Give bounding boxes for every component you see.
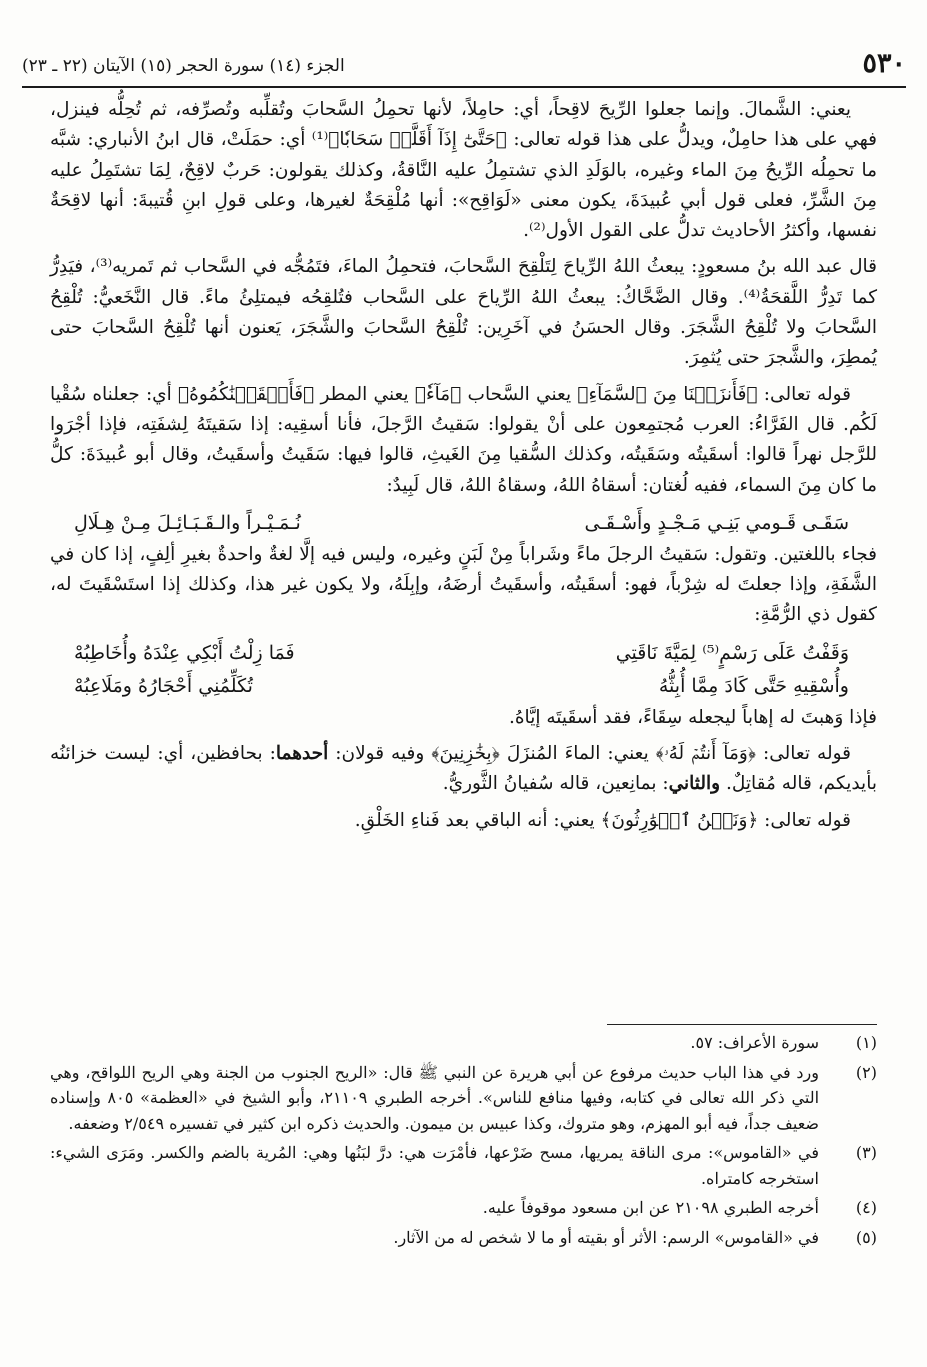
bold-term: أحدهما	[275, 743, 329, 765]
verse-first-hemistich: وَقَفْتُ عَلَى رَسْمٍ⁽⁵⁾ لِمَيَّةَ نَاقَتِي	[615, 641, 849, 664]
verse-first-hemistich: وأُسْقِيهِ حَتَّى كَادَ مِمَّا أُبِثُّهُ	[658, 674, 849, 697]
verse-second-hemistich: نُـمَـيْـراً والـقَـبَـائِـلَ مِـنْ هِـلَالِ	[74, 511, 301, 534]
footnote-number: (٤)	[855, 1198, 877, 1217]
bold-term: والثاني	[668, 773, 721, 795]
text-run: : بمانِعين، قاله سُفيانُ الثَّوريُّ.	[442, 773, 669, 795]
paragraph: قوله تعالى: ﴿وَنَحۡنُ ٱلۡوَٰرِثُونَ﴾ يعني: أنه الباقي بعد فَناءِ الخَلْقِ.	[354, 809, 851, 831]
paragraph: فإذا وَهبتَ له إهاباً ليجعله سِقَاءً، فقد أسقَيتَه إيَّاهُ.	[508, 706, 877, 728]
footnotes	[50, 1030, 877, 1254]
text-run: قوله تعالى: ﴿وَمَآ أَنتُمۡ لَهُۥ﴾ يعني: الماءَ المُنزَلَ ﴿بِخَٰزِنِينَ﴾ وفيه قولان:	[328, 743, 851, 765]
verse-first-hemistich: سَقَـى قَـومي بَنِـي مَـجْـدٍ وأَسْـقَـى	[584, 511, 849, 534]
footnote-number: (٥)	[855, 1227, 877, 1247]
footnote-text: أخرجه الطبري ٢١٠٩٨ عن ابن مسعود موقوفاً عليه.	[482, 1198, 819, 1217]
poetry-verse	[50, 637, 877, 670]
header-rule	[22, 86, 906, 88]
paragraph: قال عبد الله بنُ مسعودٍ: يبعثُ اللهُ الرِّياحَ لِتَلْقِحَ السَّحابَ، فتحمِلُ الماءَ، فتَمُجُّه في السَّحاب ثم تَمريه⁽³⁾، فيَدِرُّ كما تَدِرُّ اللَّقحَةُ⁽⁴⁾. وقال الضَّحَّاكُ: يبعثُ اللهُ الرِّياحَ على السَّحاب فتُلقِحُه فيمتلِئُ ماءً. قال النَّخَعيُّ: تُلْقِحُ السَّحابَ ولا تُلْقِحُ الشَّجَرَ. وقال الحسَنُ في آخَرِين: تُلْقِحُ السَّحابَ والشَّجَرَ، يَعنون أنها تُلْقِحُ السَّحابَ حتى يُمطِرَ، والشَّجرَ حتى يُثمِرَ.	[50, 256, 878, 369]
footnote	[50, 1060, 877, 1137]
text-run: : بحافظين، أي: ليست خزائنُه بأيديكم، قاله مُقاتِلٌ.	[50, 743, 877, 795]
footnote-number: (٣)	[855, 1143, 877, 1162]
footnote-rule	[607, 1024, 877, 1025]
paragraph: يعني: الشَّمالَ. وإنما جعلوا الرِّيحَ لاقِحاً، أي: حامِلاً، لأنها تحمِلُ السَّحابَ وتُقلِّبه وتُصرِّفه، ثم تُحِلُّه فينزل، فهي على هذا حامِلٌ، ويدلُّ على هذا قوله تعالى: ﴿حَتَّىٰٓ إِذَآ أَقَلَّتۡ سَحَابٗا﴾⁽¹⁾ أي: حمَلَتْ، قال ابنُ الأنباري: شبَّه ما تحمِلُه الرِّيحُ مِنَ الماء وغيره، بالوَلَدِ الذي تشتمِلُ عليه النَّاقةُ، وكذلك يقولون: حَربٌ لاقِحٌ، لِمَا تشتَمِلُ عليه مِنَ الشَّرِّ، فعلى قول أبي عُبيدَةَ، يكون معنى «لَوَاقِح»: أنها مُلْقِحَةٌ لغيرها، وعلى قولِ ابنِ قُتيبةَ: أنها لاقِحَةٌ نفسها، وأكثرُ الأحاديث تدلُّ على القول الأول⁽²⁾.	[50, 99, 877, 242]
poetry-verse	[50, 670, 877, 703]
paragraph: فجاء باللغتين. وتقول: سَقيتُ الرجلَ ماءً وشَراباً مِنْ لَبَنٍ وغيره، وليس فيه إلَّا لغةٌ واحدةٌ بغيرِ ألِفٍ، إذا كان في الشَّفَةِ، وإذا جعلتَ له شِرْباً، فهو: أسقَيتُه، وأسقَيتُ أرضَهُ، وإبِلَهُ، ولا يكون غير هذا، وكذلك إذا استَسْقَيتَ له، كقول ذي الرُّمَّةِ:	[50, 543, 877, 626]
verse-second-hemistich: تُكَلِّمُنِي أَحْجَارُهُ ومَلَاعِبُهْ	[74, 674, 253, 697]
footnote-text: سورة الأعراف: ٥٧.	[690, 1033, 819, 1052]
footnote-text: ورد في هذا الباب حديث مرفوع عن أبي هريرة عن النبي ﷺ قال: «الريح الجنوب من الجنة وهي الريح اللواقح، وهي التي ذكر الله تعالى في كتابه، وفيها منافع للناس». أخرجه الطبري ٢١١٠٩، وأبو الشيخ في «العظمة» ٨٠٥ وإسناده ضعيف جداً، فيه أبو المهزم، وهو متروك، وكذا عبيس بن ميمون. والحديث ذكره ابن كثير في تفسيره ٢/٥٤٩ وضعفه.	[50, 1062, 820, 1133]
footnote-text: في «القاموس»: مرى الناقة يمريها، مسح ضَرْعها، فأمْرَت هي: درَّ لبَنُها وهي: المُرية بالضم والكسر. ومَرَى الشيء: استخرجه كامتراه.	[50, 1143, 819, 1188]
paragraph	[50, 739, 877, 800]
footnote	[50, 1140, 877, 1191]
running-head: الجزء (١٤) سورة الحجر (١٥) الآيتان (٢٢ ـ ٢٣)	[22, 56, 345, 76]
main-text	[50, 95, 877, 842]
footnote	[50, 1225, 877, 1251]
footnote-number: (١)	[855, 1033, 877, 1052]
footnote-text: في «القاموس» الرسم: الأثر أو بقيته أو ما لا شخص له من الآثار.	[393, 1227, 819, 1247]
page-number: ٥٣٠	[862, 48, 906, 79]
paragraph: قوله تعالى: ﴿فَأَنزَلۡنَا مِنَ ٱلسَّمَآءِ﴾ يعني السَّحاب ﴿مَآءٗ﴾ يعني المطر ﴿فَأَسۡقَيۡنَٰكُمُوهُ﴾ أي: جعلناه سُقْيا لَكُم. قال الفَرَّاءُ: العرب مُجتمِعون على أنْ يقولوا: سَقيتُ الرَّجلَ، فأنا أسقِيه: إذا سَقيتَهُ لِشفَتِه، فإذا أجْرَوا للرَّجل نهراً قالوا: أسقَيتُه وسَقَيتُه، وكذلك السُّقيا مِنَ الغَيثِ، قالوا فيها: سَقَيتُ وأسقَيتُ، وقال أبو عُبيدَةَ: كلُّ ما كان مِنَ السماء، ففيه لُغتان: أسقاهُ اللهُ، وسقاهُ اللهُ، قال لَبِيدٌ:	[50, 383, 877, 496]
page-header	[22, 48, 906, 88]
footnote	[50, 1030, 877, 1056]
footnote-number: (٢)	[855, 1062, 877, 1082]
poetry-verse	[50, 507, 877, 540]
footnote	[50, 1195, 877, 1221]
verse-second-hemistich: فَمَا زِلْتُ أَبْكِي عِنْدَهُ وأُخَاطِبُهْ	[74, 641, 295, 664]
